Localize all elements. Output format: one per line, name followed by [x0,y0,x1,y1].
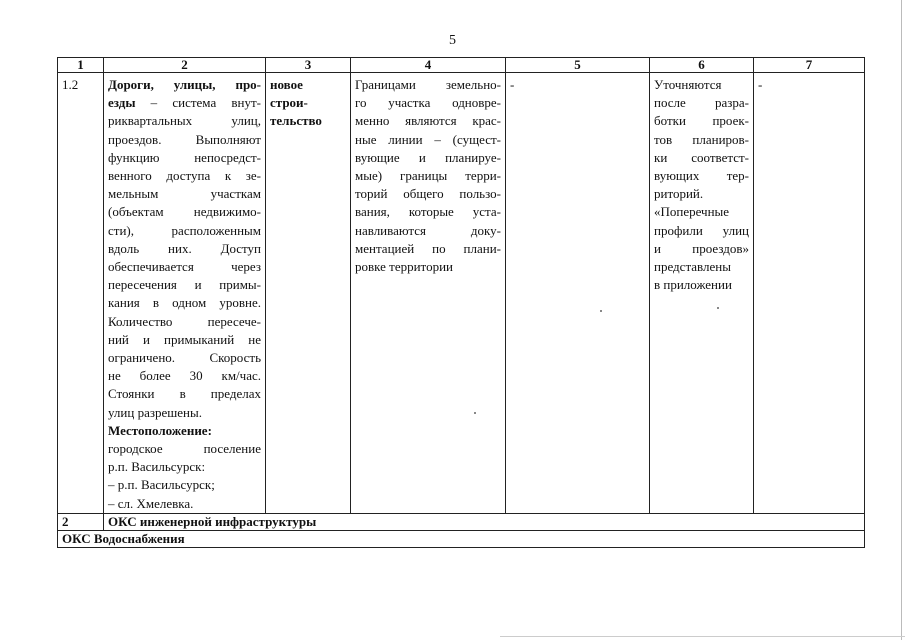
section-title: ОКС инженерной инфраструктуры [104,513,865,530]
page-number: 5 [449,33,456,48]
description-line: не более 30 км/час. [108,368,261,384]
location-label: Местоположение: [108,422,212,438]
column-header: 3 [266,58,351,73]
description-line: езды – система внут- [108,95,261,111]
scan-speck [474,412,476,414]
notes-cell: Уточняются после разра- ботки проек- тов планиров- ки соответст- вующих тер- риторий. «Поперечные профили улиц и проездов» представлены в приложении [650,73,754,514]
description-line: сти), расположенным [108,222,261,238]
column-header: 7 [754,58,865,73]
column-header: 2 [104,58,266,73]
description-line: проездов. Выполняют [108,131,261,147]
description-line: пересечения и примы- [108,277,261,293]
scan-speck [717,307,719,309]
scan-bottom-line [500,636,905,637]
row-number: 1.2 [58,73,104,514]
description-line: улиц разрешены. [108,404,202,420]
description-line: (объектам недвижимо- [108,204,261,220]
construction-type-cell: новое строи- тельство [266,73,351,514]
description-line: Стоянки в пределах [108,386,261,402]
location-line: р.п. Васильсурск: [108,459,206,475]
description-line: венного доступа к зе- [108,168,261,184]
column-header: 6 [650,58,754,73]
description-line: кания в одном уровне. [108,295,261,311]
row-number: 2 [58,513,104,530]
table-row [58,513,865,530]
description-line: обеспечивается через [108,259,261,275]
subsection-title: ОКС Водоснабжения [58,530,865,547]
description-line: Количество пересече- [108,313,261,329]
description-line: ограничено. Скорость [108,350,261,366]
column-5-cell: - [506,73,650,514]
table-row [58,73,865,514]
column-header: 5 [506,58,650,73]
scan-edge-line [901,0,902,640]
description-line: риквартальных улиц, [108,113,261,129]
column-7-cell: - [754,73,865,514]
boundaries-cell: Границами земельно- го участка одновре- менно являются крас- ные линии – (сущест- вующие и планируе- мые) границы терри- торий общего пользо- вания, которые уста- навливаются доку- ментацией по плани- ровке территории [351,73,506,514]
object-description-cell [104,73,266,514]
column-header: 1 [58,58,104,73]
description-line: Дороги, улицы, про- [108,77,261,92]
scan-speck [600,310,602,312]
column-header: 4 [351,58,506,73]
document-table [57,57,865,548]
table-row [58,530,865,547]
table-header-row [58,58,865,73]
location-line: – сл. Хмелевка. [108,495,194,511]
description-line: функцию непосредст- [108,149,261,165]
description-line: вдоль них. Доступ [108,240,261,256]
description-line: мельным участкам [108,186,261,202]
location-line: городское поселение [108,441,261,457]
description-line: ний и примыканий не [108,331,261,347]
location-line: – р.п. Васильсурск; [108,477,215,493]
